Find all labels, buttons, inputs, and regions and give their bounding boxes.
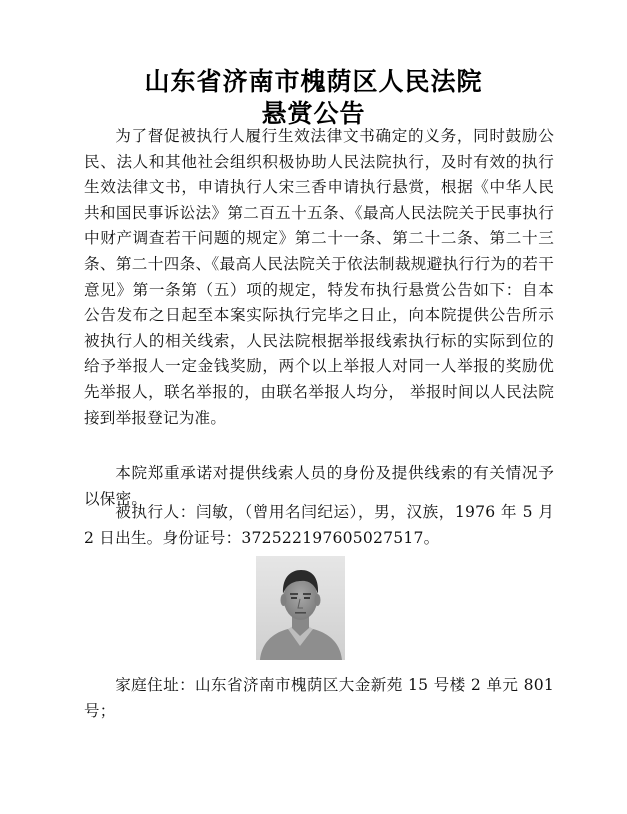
court-name-heading: 山东省济南市槐荫区人民法院 (144, 67, 483, 96)
notice-body-paragraph: 为了督促被执行人履行生效法律文书确定的义务，同时鼓励公民、法人和其他社会组织积极协助人民法院执行，及时有效的执行生效法律文书，申请执行人宋三香申请执行悬赏，根据《中华人民共和国民事诉讼法》第二百五十五条、《最高人民法院关于民事执行中财产调查若干问题的规定》第二十一条、第二十二条、第二十三条、第二十四条、《最高人民法院关于依法制裁规避执行行为的若干意见》第一条第（五）项的规定，特发布执行悬赏公告如下：自本公告发布之日起至本案实际执行完毕之日止，向本院提供公告所示被执行人的相关线索，人民法院根据举报线索执行标的实际到位的给予举报人一定金钱奖励，两个以上举报人对同一人举报的奖励优先举报人，联名举报的，由联名举报人均分， 举报时间以人民法院接到举报登记为准。 (84, 127, 554, 427)
home-address-paragraph: 家庭住址：山东省济南市槐荫区大金新苑 15 号楼 2 单元 801 号； (84, 676, 554, 720)
person-photo (256, 556, 345, 660)
notice-title-heading: 悬赏公告 (261, 99, 366, 128)
person-info-paragraph: 被执行人：闫敏，（曾用名闫纪运），男，汉族，1976 年 5 月 2 日出生。身份证号：372522197605027517。 (84, 503, 554, 547)
confidentiality-paragraph: 本院郑重承诺对提供线索人员的身份及提供线索的有关情况予以保密。 (84, 464, 554, 508)
